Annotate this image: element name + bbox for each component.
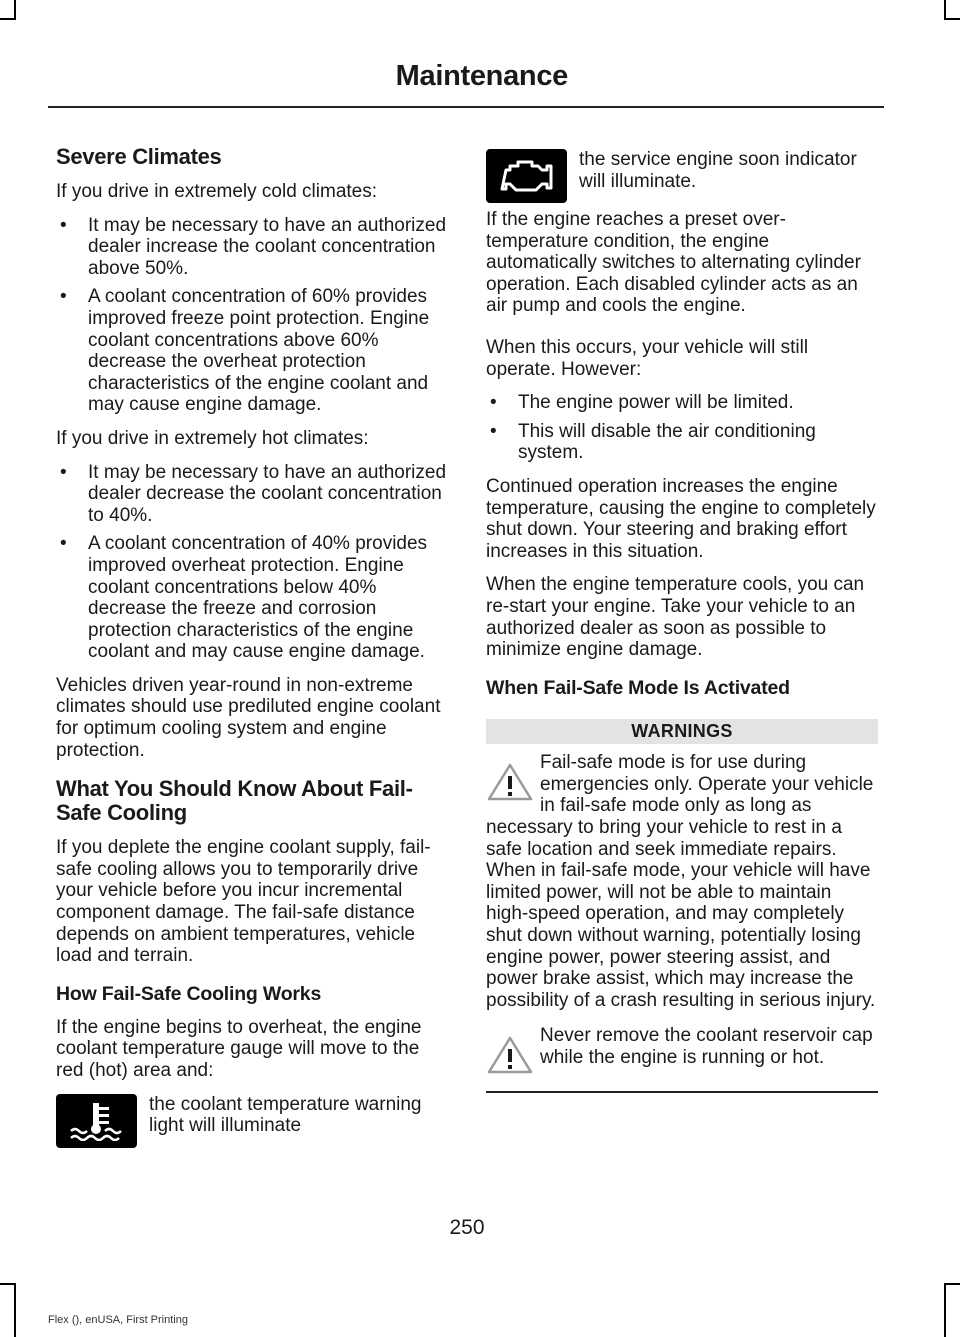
fail-safe-cooling-heading: What You Should Know About Fail-Safe Cooling [56, 776, 413, 826]
engine-indicator [486, 149, 878, 209]
warnings-divider [486, 1091, 878, 1093]
prediluted-coolant-paragraph: Vehicles driven year-round in non-extreme climates should use prediluted engine coolant for optimum cooling system and engine protection. [56, 674, 441, 761]
fail-safe-paragraph: If you deplete the engine coolant supply, fail-safe cooling allows you to temporarily drive your vehicle before you incur incremental component damage. The fail-safe distance depends on ambient temperatures, vehicle load and terrain. [56, 837, 431, 967]
list-item: • A coolant concentration of 60% provides improved freeze point protection. Engine coolant concentrations above 60% decrease the overheat protection characteristics of the engine coolant and may cause engine damage. [56, 286, 448, 416]
check-engine-icon [486, 149, 567, 203]
hot-climates-intro: If you drive in extremely hot climates: [56, 427, 369, 449]
list-item: • It may be necessary to have an authorized dealer increase the coolant concentration above 50%. [56, 215, 448, 280]
warning-text: Fail-safe mode is for use during emergencies only. Operate your vehicle in fail-safe mode only as long as necessary to bring your vehicle to rest in a safe location and seek immediate repairs. When in fail-safe mode, your vehicle will have limited power, will not be able to maintain high-speed operation, and may completely shut down without warning, potentially losing engine power, power steering assist, and power brake assist, which may increase the possibility of a crash resulting in serious injury. [486, 752, 876, 1011]
cold-climate-list [56, 215, 448, 416]
header-divider [48, 106, 884, 108]
warning-text: Never remove the coolant reservoir cap while the engine is running or hot. [540, 1025, 873, 1068]
crop-mark [944, 0, 946, 18]
still-operate-paragraph: When this occurs, your vehicle will still operate. However: [486, 336, 809, 380]
severe-climates-heading: Severe Climates [56, 144, 222, 169]
list-item: • The engine power will be limited. [486, 392, 878, 414]
crop-mark [14, 0, 16, 18]
warning-item [486, 1025, 878, 1077]
overheat-paragraph: If the engine begins to overheat, the engine coolant temperature gauge will move to the red (hot) area and: [56, 1016, 422, 1081]
coolant-indicator-text: the coolant temperature warning light will illuminate [149, 1093, 422, 1137]
engine-cools-paragraph: When the engine temperature cools, you can re-start your engine. Take your vehicle to an authorized dealer as soon as possible to minimize engine damage. [486, 574, 865, 661]
left-column [56, 145, 448, 1162]
list-item: • A coolant concentration of 40% provides improved overheat protection. Engine coolant concentrations below 40% decrease the freeze and corrosion protection characteristics of the engine coolant and may cause engine damage. [56, 533, 448, 663]
fail-safe-activated-heading: When Fail-Safe Mode Is Activated [486, 676, 790, 699]
crop-mark [0, 18, 16, 20]
hot-climate-list [56, 462, 448, 663]
crop-mark [944, 1283, 946, 1337]
page-title: Maintenance [395, 60, 568, 92]
continued-operation-paragraph: Continued operation increases the engine temperature, causing the engine to completely shut down. Your steering and braking effort increases in this situation. [486, 475, 876, 562]
warning-item [486, 752, 878, 1011]
over-temperature-paragraph: If the engine reaches a preset over-temperature condition, the engine automatically switches to alternating cylinder operation. Each disabled cylinder acts as an air pump and cools the engine. [486, 209, 861, 317]
how-fail-safe-works-heading: How Fail-Safe Cooling Works [56, 982, 322, 1005]
warnings-header: WARNINGS [486, 719, 878, 745]
operation-limits-list [486, 392, 878, 464]
engine-indicator-text: the service engine soon indicator will illuminate. [579, 149, 857, 192]
crop-mark [14, 1283, 16, 1337]
page-number: 250 [449, 1216, 485, 1239]
coolant-indicator [56, 1094, 448, 1154]
cold-climates-intro: If you drive in extremely cold climates: [56, 181, 378, 202]
list-item: • It may be necessary to have an authorized dealer decrease the coolant concentration to 40%. [56, 462, 448, 527]
list-item: • This will disable the air conditioning system. [486, 421, 878, 464]
coolant-temperature-icon [56, 1094, 137, 1148]
right-column [486, 145, 878, 1093]
warning-triangle-icon [486, 762, 534, 802]
crop-mark [944, 18, 960, 20]
crop-mark [944, 1283, 960, 1285]
warning-triangle-icon [486, 1035, 534, 1075]
footer-text: Flex (), enUSA, First Printing [48, 1314, 188, 1326]
